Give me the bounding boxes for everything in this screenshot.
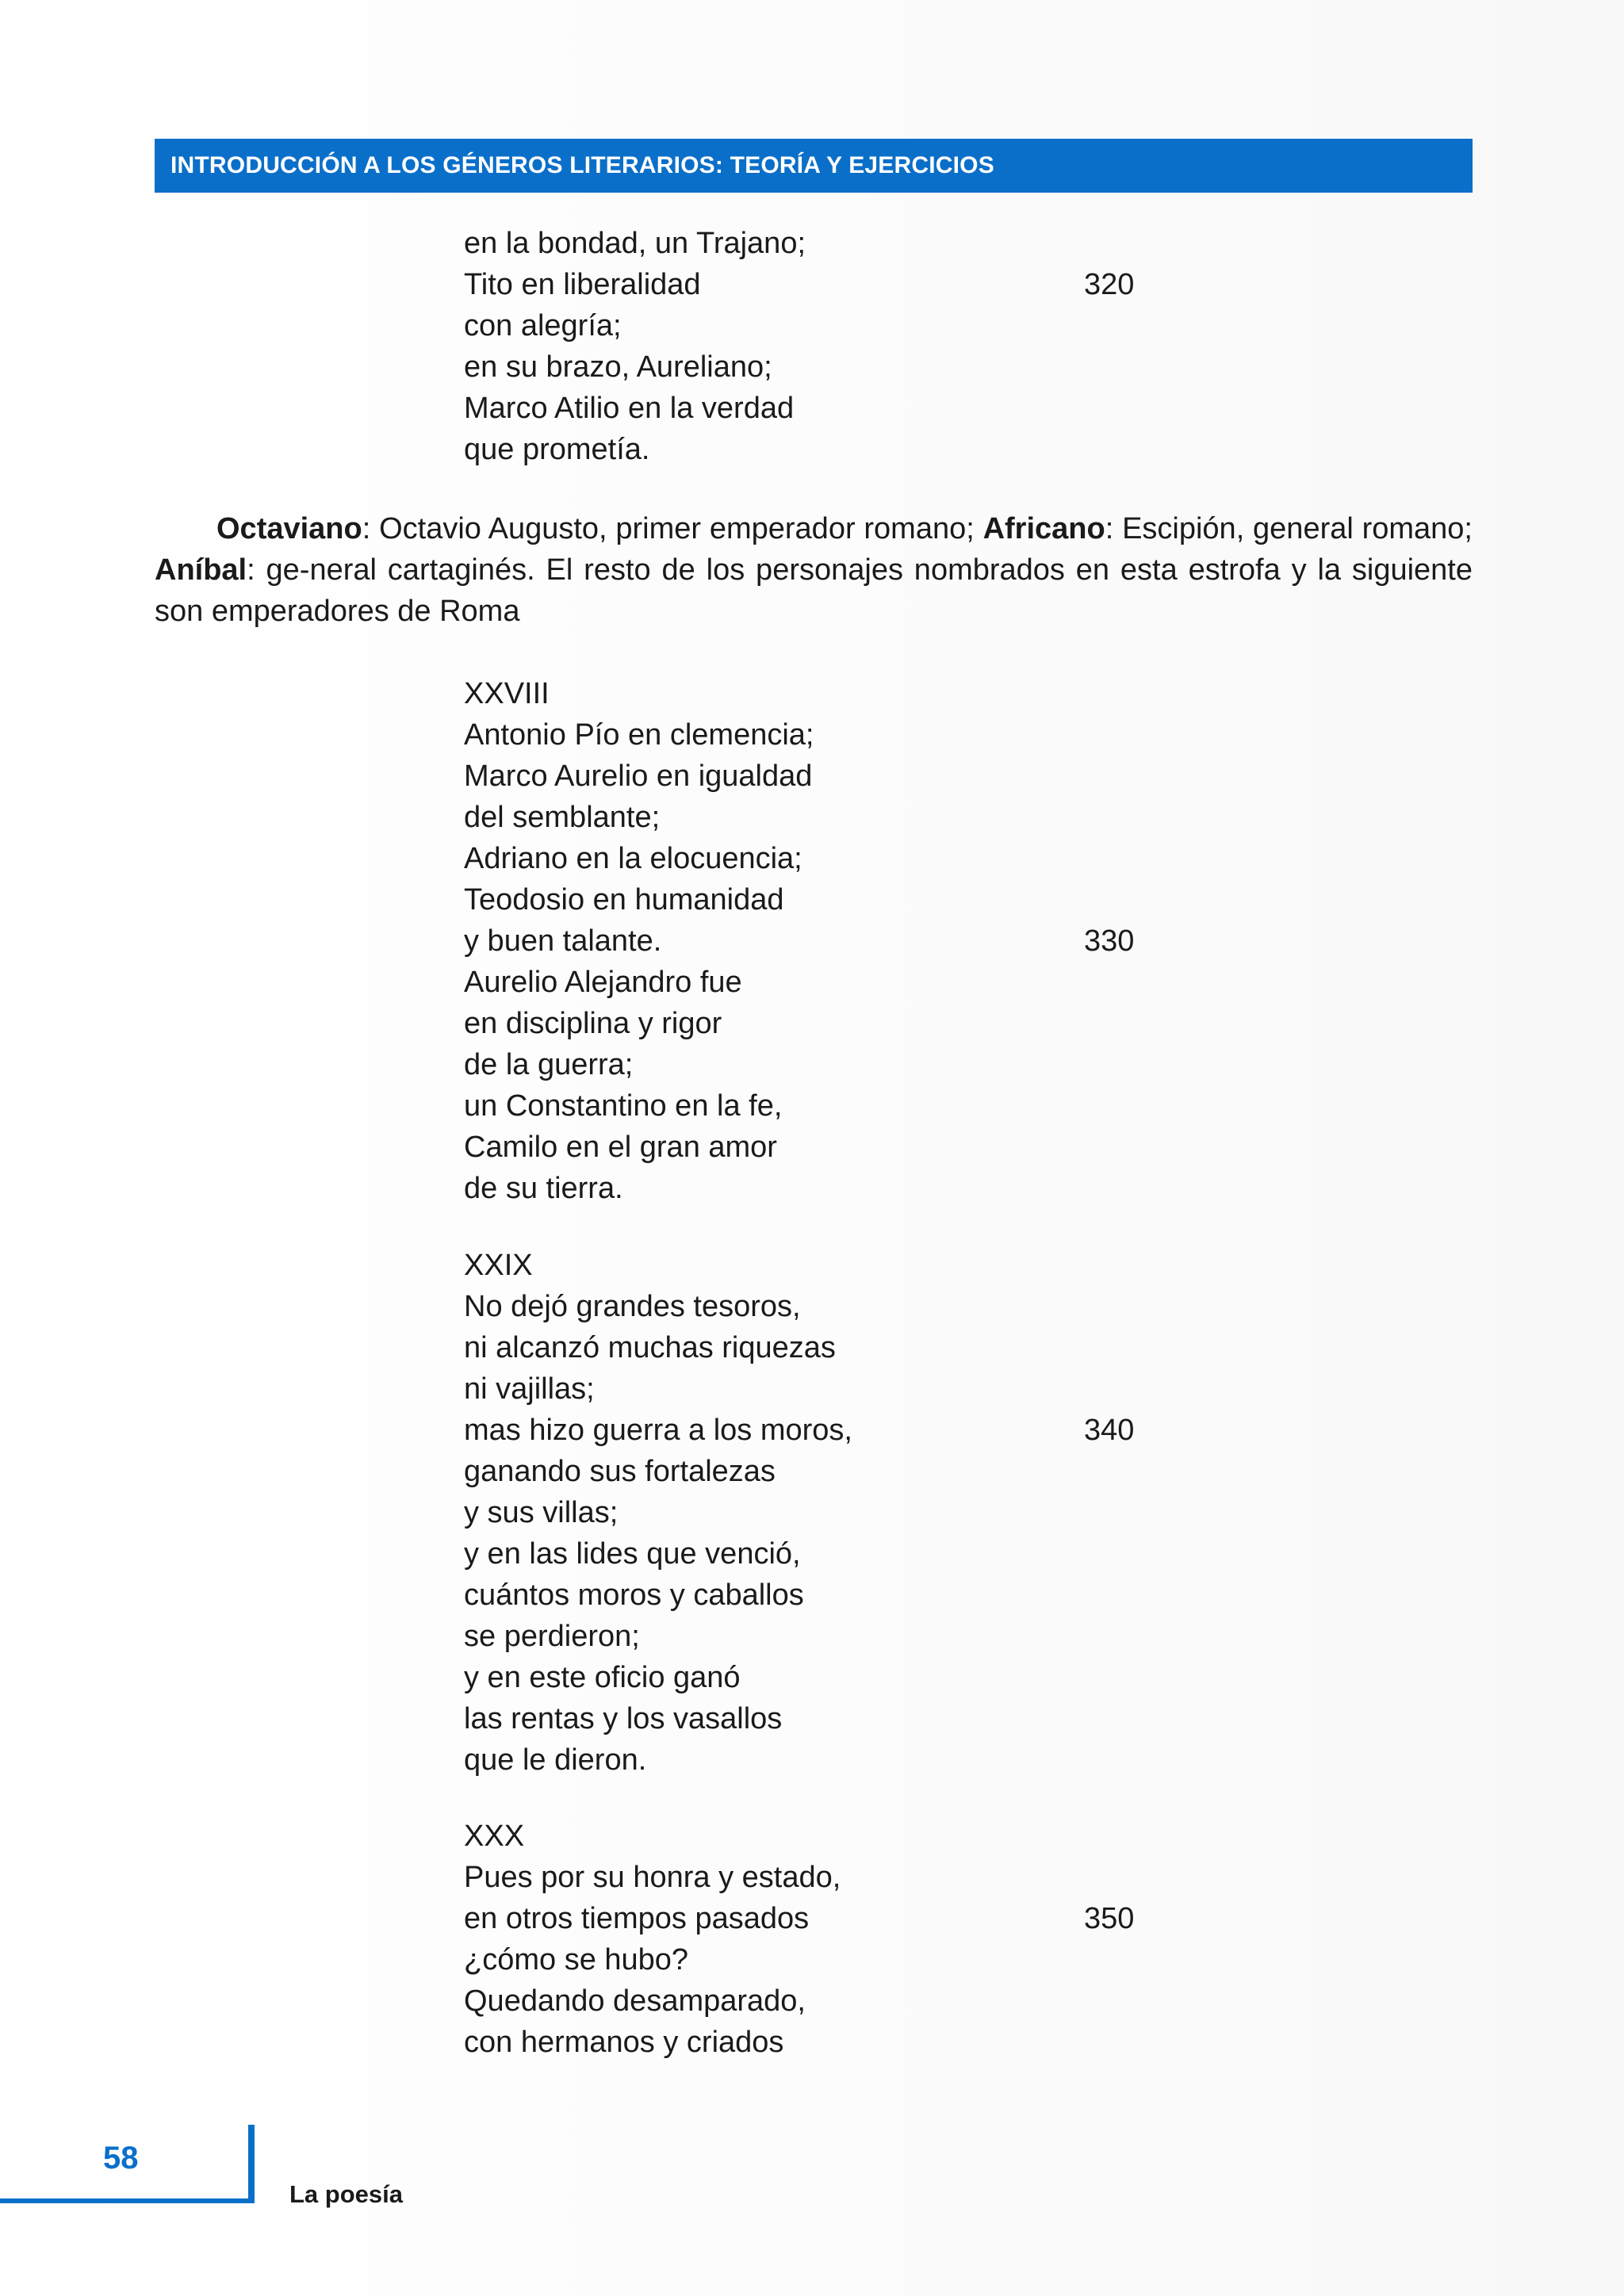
verse-line	[464, 1451, 1178, 1492]
verse-text: de su tierra.	[464, 1172, 623, 1205]
verse-line	[464, 1410, 1178, 1451]
verse-text: en otros tiempos pasados	[464, 1902, 810, 1935]
verse-text: en su brazo, Aureliano;	[464, 350, 772, 384]
footer-rule-horizontal	[0, 2198, 255, 2203]
verse-text: XXX	[464, 1820, 525, 1853]
glossary-note	[155, 508, 1473, 632]
verse-line	[464, 1533, 1178, 1575]
page-number: 58	[103, 2141, 139, 2175]
verse-text: Camilo en el gran amor	[464, 1131, 777, 1164]
verse-text: se perdieron;	[464, 1620, 640, 1653]
stanza-xxx	[464, 1816, 1178, 2063]
verse-line	[464, 1286, 1178, 1327]
verse-line	[464, 1127, 1178, 1168]
verse-text: Aurelio Alejandro fue	[464, 966, 742, 999]
verse-line	[464, 223, 1178, 264]
verse-text: del semblante;	[464, 801, 661, 834]
footer-rule-vertical	[248, 2125, 255, 2203]
verse-text: que prometía.	[464, 433, 650, 466]
verse-line	[464, 1044, 1178, 1085]
definition-octaviano: : Octavio Augusto, primer emperador romano;	[362, 512, 983, 545]
line-number: 340	[1084, 1414, 1135, 1447]
verse-text: mas hizo guerra a los moros,	[464, 1414, 852, 1447]
verse-text: un Constantino en la fe,	[464, 1089, 783, 1123]
verse-text: y sus villas;	[464, 1496, 619, 1529]
verse-line	[464, 429, 1178, 470]
verse-line	[464, 1492, 1178, 1533]
verse-text: ni vajillas;	[464, 1372, 595, 1406]
definition-anibal: : ge-neral cartaginés. El resto de los personajes nombrados en esta estrofa y la siguiente son emperadores de Roma	[155, 553, 1473, 628]
verse-text: en disciplina y rigor	[464, 1007, 722, 1040]
verse-line	[464, 838, 1178, 879]
verse-line	[464, 1003, 1178, 1044]
verse-text: Quedando desamparado,	[464, 1984, 806, 2018]
verse-line	[464, 346, 1178, 388]
verse-line	[464, 2022, 1178, 2063]
footnote-paragraph	[155, 508, 1473, 632]
verse-text: cuántos moros y caballos	[464, 1578, 804, 1612]
verse-line	[464, 1816, 1178, 1857]
verse-line	[464, 1857, 1178, 1898]
verse-text: y buen talante.	[464, 924, 662, 958]
verse-line	[464, 920, 1178, 962]
verse-line	[464, 1657, 1178, 1698]
verse-line	[464, 1898, 1178, 1939]
verse-text: Marco Aurelio en igualdad	[464, 760, 813, 793]
verse-line	[464, 1245, 1178, 1286]
term-anibal: Aníbal	[155, 553, 247, 587]
verse-line	[464, 673, 1178, 714]
verse-line	[464, 1980, 1178, 2022]
verse-text: y en las lides que venció,	[464, 1537, 801, 1571]
verse-line	[464, 264, 1178, 305]
verse-text: de la guerra;	[464, 1048, 634, 1081]
verse-text: Adriano en la elocuencia;	[464, 842, 802, 875]
verse-line	[464, 1085, 1178, 1127]
verse-line	[464, 1575, 1178, 1616]
verse-text: Tito en liberalidad	[464, 268, 701, 301]
verse-line	[464, 305, 1178, 346]
verse-line	[464, 1939, 1178, 1980]
verse-text: en la bondad, un Trajano;	[464, 227, 806, 260]
verse-line	[464, 1698, 1178, 1739]
verse-text: Teodosio en humanidad	[464, 883, 784, 916]
verse-line	[464, 388, 1178, 429]
term-africano: Africano	[982, 512, 1105, 545]
verse-text: ¿cómo se hubo?	[464, 1943, 689, 1976]
verse-text: ni alcanzó muchas riquezas	[464, 1331, 836, 1364]
definition-africano: : Escipión, general romano;	[1105, 512, 1473, 545]
verse-text: con alegría;	[464, 309, 622, 342]
verse-line	[464, 1368, 1178, 1410]
verse-line	[464, 1168, 1178, 1209]
verse-line	[464, 714, 1178, 756]
verse-text: Antonio Pío en clemencia;	[464, 718, 814, 752]
running-header	[155, 139, 1473, 193]
line-number: 330	[1084, 924, 1135, 958]
verse-text: con hermanos y criados	[464, 2026, 784, 2059]
verse-text: las rentas y los vasallos	[464, 1702, 783, 1735]
verse-text: que le dieron.	[464, 1743, 647, 1777]
verse-line	[464, 1739, 1178, 1781]
running-header-title: INTRODUCCIÓN A LOS GÉNEROS LITERARIOS: TEORÍA Y EJERCICIOS	[170, 152, 994, 178]
verse-text: Marco Atilio en la verdad	[464, 392, 795, 425]
stanza-xxix	[464, 1245, 1178, 1781]
verse-line	[464, 1327, 1178, 1368]
verse-text: No dejó grandes tesoros,	[464, 1290, 801, 1323]
verse-text: y en este oficio ganó	[464, 1661, 741, 1694]
verse-text: XXIX	[464, 1249, 533, 1282]
section-name: La poesía	[289, 2180, 403, 2208]
verse-line	[464, 1616, 1178, 1657]
verse-line	[464, 756, 1178, 797]
verse-line	[464, 879, 1178, 920]
stanza-xxviii	[464, 673, 1178, 1209]
verse-text: Pues por su honra y estado,	[464, 1861, 841, 1894]
verse-text: XXVIII	[464, 677, 550, 710]
verse-line	[464, 797, 1178, 838]
verse-block-top	[464, 223, 1178, 470]
term-octaviano: Octaviano	[216, 512, 362, 545]
verse-text: ganando sus fortalezas	[464, 1455, 776, 1488]
line-number: 350	[1084, 1902, 1135, 1935]
line-number: 320	[1084, 268, 1135, 301]
verse-line	[464, 962, 1178, 1003]
